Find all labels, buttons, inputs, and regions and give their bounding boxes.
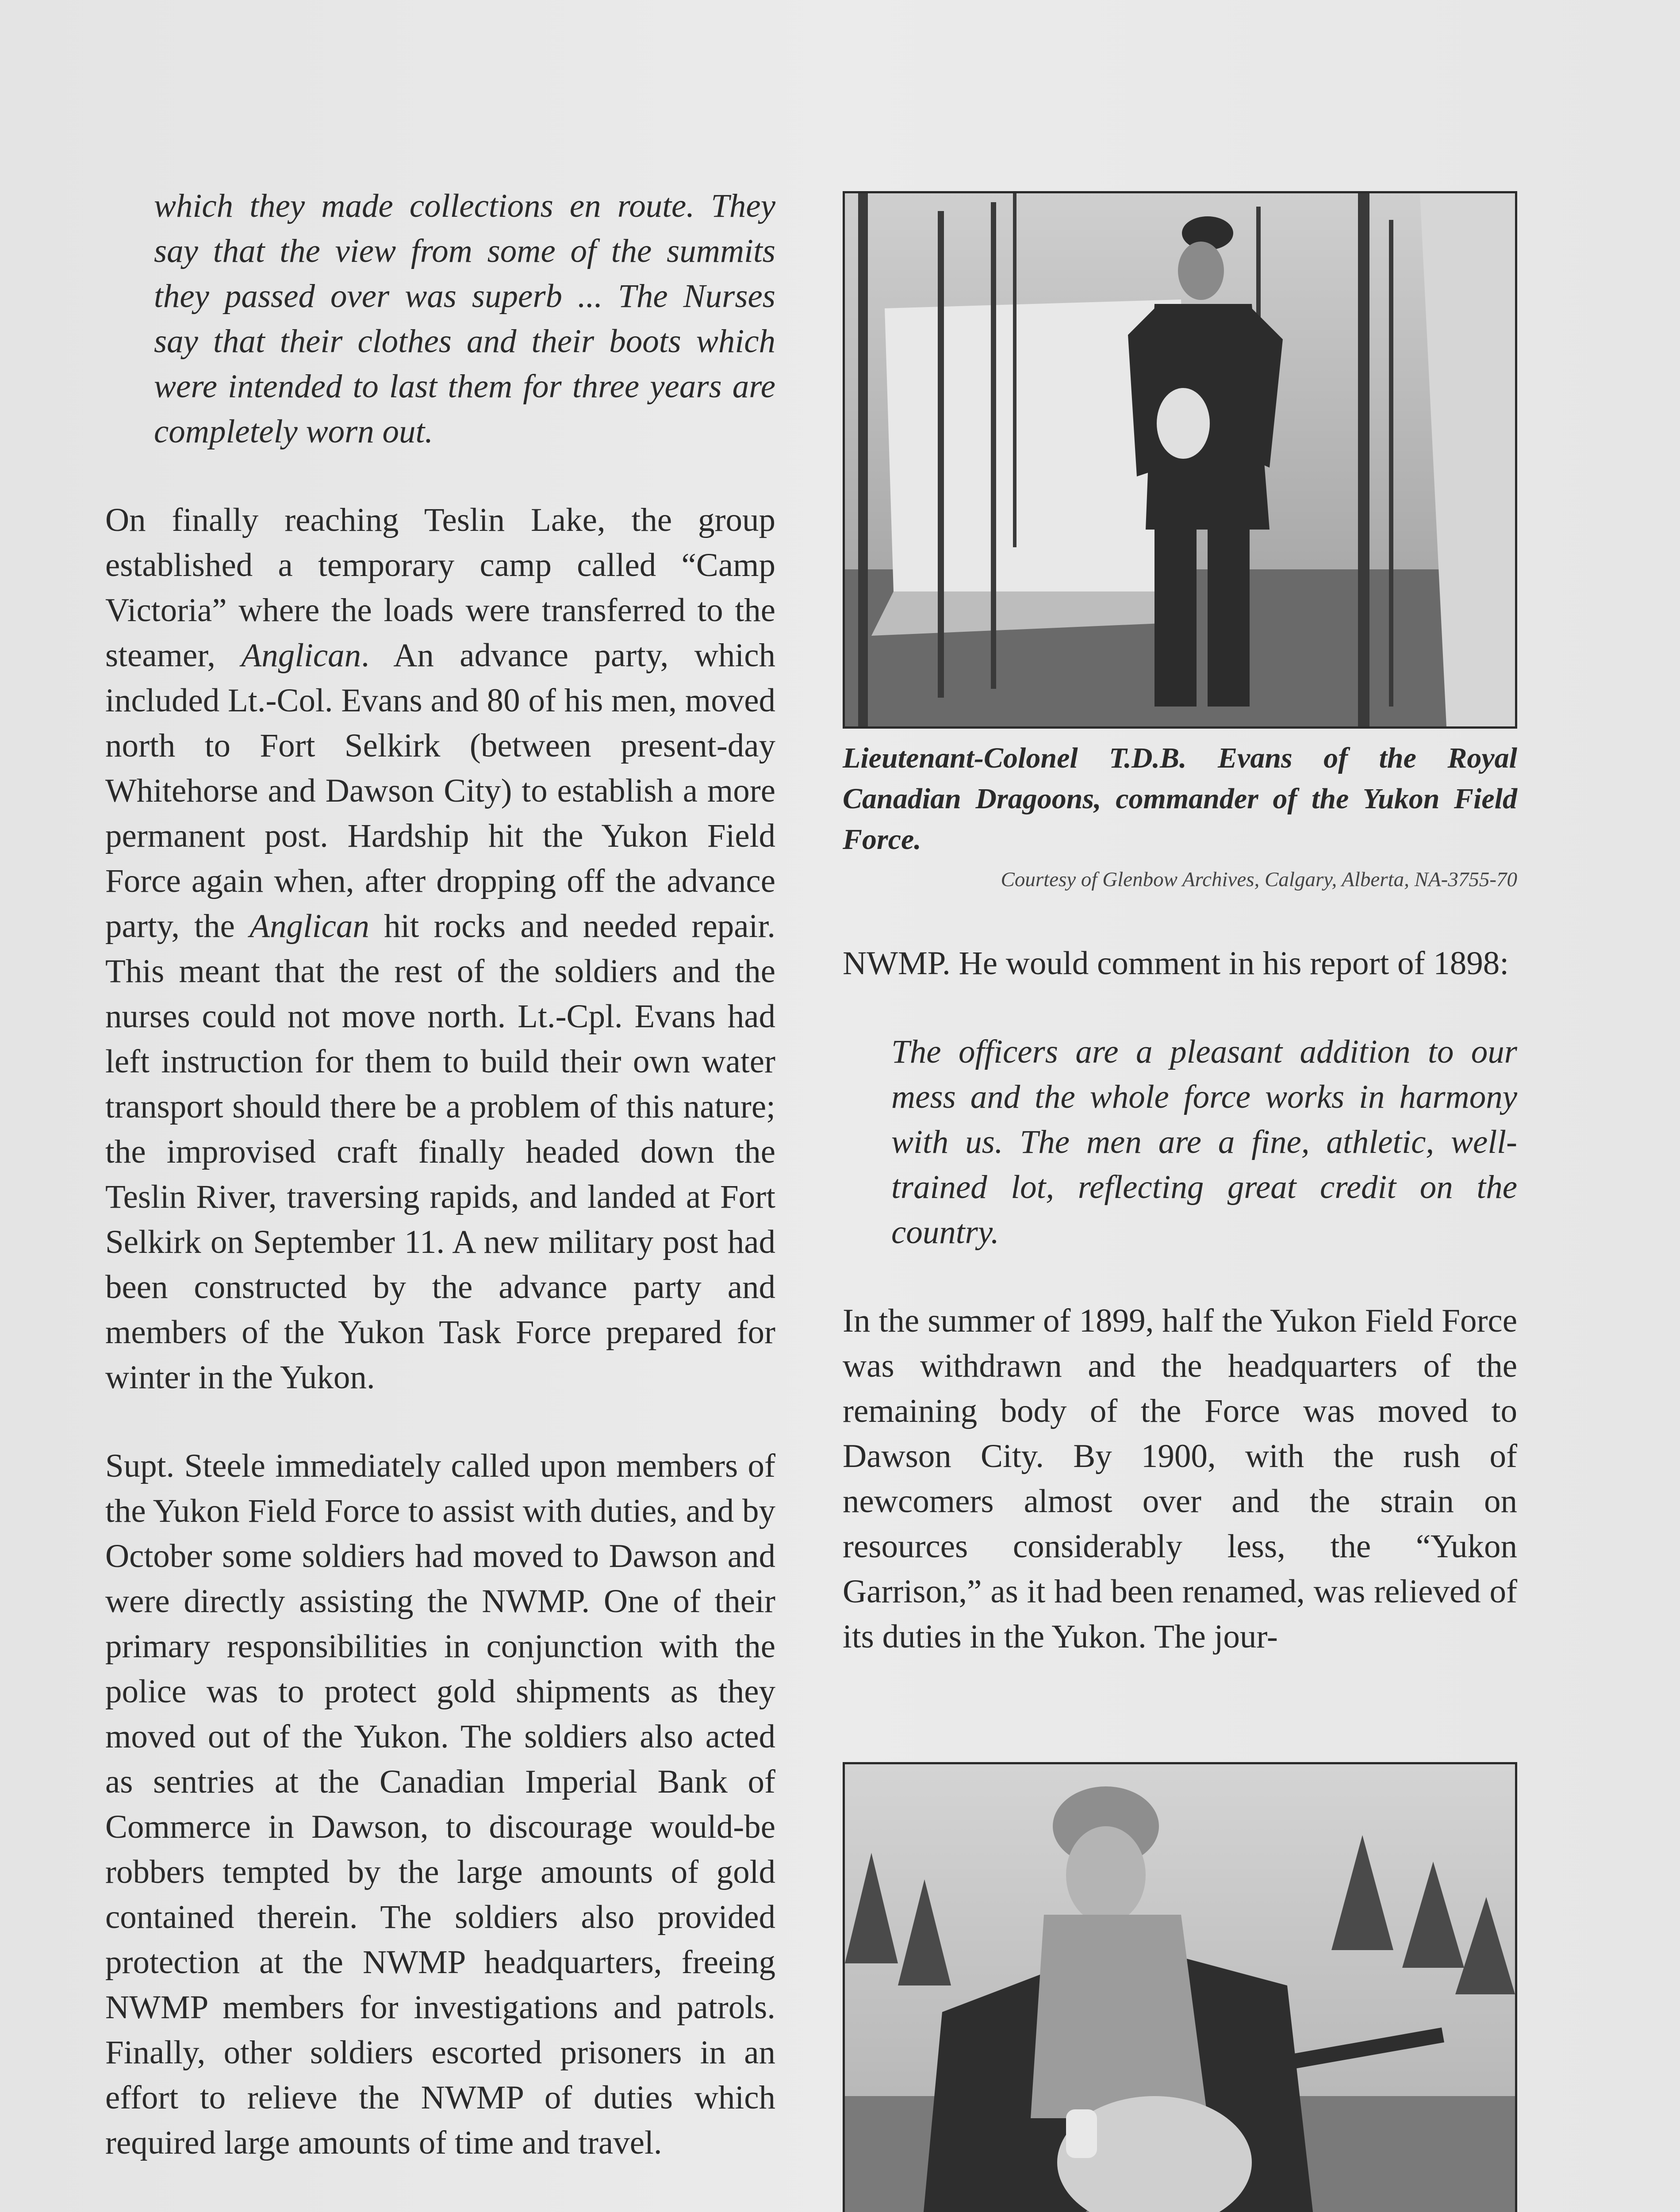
paragraph-nwmp-report: NWMP. He would comment in his report of 1898: xyxy=(843,945,1509,982)
paragraph-text: hit rocks and needed repair. This meant that the rest of the soldiers and the nurses could not move north. Lt.-Cpl. Evans had left instruction for them to build their own water transport should there be a problem of this nature; the improvised craft finally headed down the Teslin River, traversing rapids, and landed at Fort Selkirk on September 11. A new military post had been constructed by the advance party and members of the Yukon Task Force prepared for winter in the Yukon. xyxy=(105,908,775,1396)
photo-evans-caption: Lieutenant-Colonel T.D.B. Evans of the Royal Canadian Dragoons, commander of the Yukon Field Force. xyxy=(843,742,1517,856)
photo-soldier-image xyxy=(845,1764,1515,2212)
photo-evans xyxy=(843,191,1517,729)
photo-evans-caption-block xyxy=(843,738,1517,893)
paragraph-text: On finally reaching Teslin Lake, the group established a temporary camp called “Camp Victoria” where the loads were transferred to the steamer, xyxy=(105,502,775,674)
left-column xyxy=(105,184,775,2212)
photo-soldier xyxy=(843,1762,1517,2212)
paragraph-text: . An advance party, which included Lt.-Col. Evans and 80 of his men, moved north to Fort Selkirk (between present-day Whitehorse and Dawson City) to establish a more permanent post. Hardship hit the Yukon Field Force again when, after dropping off the advance party, the xyxy=(105,637,776,945)
photo-evans-image xyxy=(845,193,1515,726)
paragraph-steele-duties: Supt. Steele immediately called upon members of the Yukon Field Force to assist with duties, and by October some soldiers had moved to Dawson and were directly assisting the NWMP. One of their primary responsibilities in conjunction with the police was to protect gold shipments as they moved out of the Yukon. The soldiers also acted as sentries at the Canadian Imperial Bank of Commerce in Dawson, to discourage would-be robbers tempted by the large amounts of gold contained therein. The soldiers also provided protection at the NWMP headquarters, freeing NWMP members for investigations and patrols. Finally, other soldiers escorted prisoners in an effort to relieve the NWMP of duties which required large amounts of time and travel. xyxy=(105,1448,775,2161)
ship-name: Anglican xyxy=(241,637,361,674)
ship-name: Anglican xyxy=(249,908,369,945)
photo-evans-credit: Courtesy of Glenbow Archives, Calgary, Alberta, NA-3755-70 xyxy=(1001,868,1517,891)
right-text-block xyxy=(843,941,1517,1659)
paragraph-steele-commander xyxy=(105,2209,775,2212)
paragraph-summer-1899: In the summer of 1899, half the Yukon Field Force was withdrawn and the headquarters of the remaining body of the Force was moved to Dawson City. By 1900, with the rush of newcomers almost over and the strain on resources considerably less, the “Yukon Garrison,” as it had been renamed, was relieved of its duties in the Yukon. The jour- xyxy=(843,1302,1517,1655)
paragraph-teslin-lake xyxy=(105,498,775,1400)
quote-officers: The officers are a pleasant addition to our mess and the whole force works in harmony with us. The men are a fine, athletic, well-trained lot, reflecting great credit on the country. xyxy=(891,1033,1517,1251)
quote-nurses: which they made collections en route. They say that the view from some of the summits they passed over was superb ... The Nurses say that their clothes and their boots which were intended to last them for three years are completely worn out. xyxy=(154,188,775,450)
